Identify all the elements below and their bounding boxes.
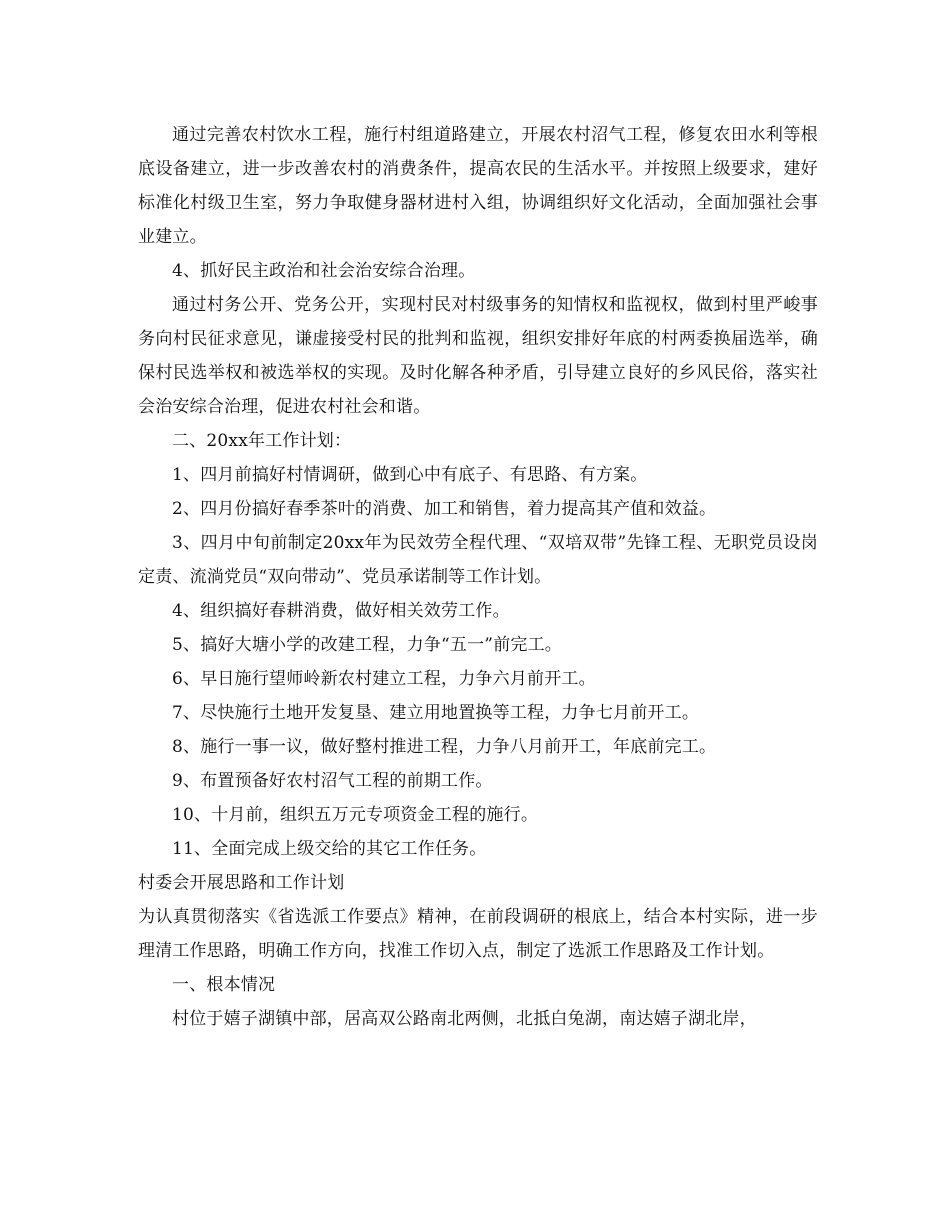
list-item-5: 5、搞好大塘小学的改建工程，力争“五一”前完工。 [172,635,562,655]
heading-basic-situation: 一、根本情况 [172,975,276,995]
list-item-10: 10、十月前，组织五万元专项资金工程的施行。 [172,805,539,825]
paragraph-infrastructure: 通过完善农村饮水工程，施行村组道路建立，开展农村沼气工程，修复农田水利等根底设备建立，进一步改善农村的消费条件，提高农民的生活水平。并按照上级要求，建好标准化村级卫生室，努力争取健身器材进村入组，协调组织好文化活动，全面加强社会事业建立。 [138,125,818,247]
list-item-4: 4、组织搞好春耕消费，做好相关效劳工作。 [172,601,510,621]
list-item-7: 7、尽快施行土地开发复垦、建立用地置换等工程，力争七月前开工。 [172,703,700,723]
heading-democracy: 4、抓好民主政治和社会治安综合治理。 [172,261,476,281]
section-title: 村委会开展思路和工作计划 [138,873,345,893]
list-item-8: 8、施行一事一议，做好整村推进工程，力争八月前开工，年底前完工。 [172,737,717,757]
paragraph-intro: 为认真贯彻落实《省选派工作要点》精神，在前段调研的根底上，结合本村实际，进一步理清工作思路，明确工作方向，找准工作切入点，制定了选派工作思路及工作计划。 [138,907,818,961]
list-item-9: 9、布置预备好农村沼气工程的前期工作。 [172,771,493,791]
list-item-3: 3、四月中旬前制定20xx年为民效劳全程代理、“双培双带”先锋工程、无职党员设岗定责、流淌党员“双向带动”、党员承诺制等工作计划。 [138,533,818,587]
list-item-11: 11、全面完成上级交给的其它工作任务。 [172,839,487,859]
list-item-6: 6、早日施行望师岭新农村建立工程，力争六月前开工。 [172,669,596,689]
document-body [138,118,818,1036]
list-item-1: 1、四月前搞好村情调研，做到心中有底子、有思路、有方案。 [172,465,648,485]
paragraph-location: 村位于嬉子湖镇中部，居高双公路南北两侧，北抵白兔湖，南达嬉子湖北岸， [172,1009,757,1029]
paragraph-village-affairs: 通过村务公开、党务公开，实现村民对村级事务的知情权和监视权，做到村里严峻事务向村民征求意见，谦虚接受村民的批判和监视，组织安排好年底的村两委换届选举，确保村民选举权和被选举权的实现。及时化解各种矛盾，引导建立良好的乡风民俗，落实社会治安综合治理，促进农村社会和谐。 [138,295,818,417]
heading-work-plan: 二、20xx年工作计划： [172,431,352,451]
list-item-2: 2、四月份搞好春季茶叶的消费、加工和销售，着力提高其产值和效益。 [172,499,717,519]
